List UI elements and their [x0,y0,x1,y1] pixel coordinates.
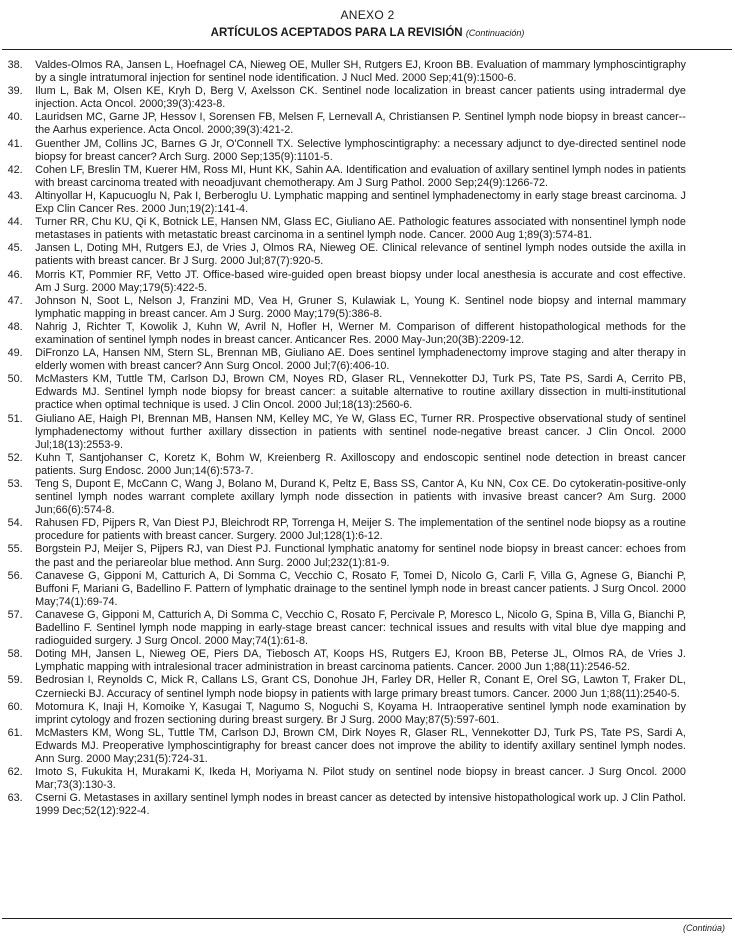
reference-item [0,674,692,700]
bottom-rule [2,918,732,919]
reference-number: 60. [7,700,23,713]
reference-item [0,59,692,85]
reference-number: 47. [7,294,23,307]
reference-text: Altinyollar H, Kapucuoglu N, Pak I, Berberoglu U. Lymphatic mapping and sentinel lymphadenectomy in early stage breast carcinoma. J Exp Clin Cancer Res. 2000 Jun;19(2):141-4. [35,189,686,216]
reference-item [0,85,692,111]
reference-item [0,570,692,609]
reference-item [0,452,692,478]
reference-text: McMasters KM, Wong SL, Tuttle TM, Carlson DJ, Brown CM, Dirk Noyes R, Glaser RL, Vennekotter DJ, Turk PS, Tate PS, Sardi A, Edwards MJ. Preoperative lymphoscintigraphy for breast cancer does not improve the ability to identify axillary sentinel lymph nodes. Ann Surg. 2000 May;231(5):724-31. [35,726,686,765]
reference-number: 46. [7,268,23,281]
reference-text: Turner RR, Chu KU, Qi K, Botnick LE, Hansen NM, Glass EC, Giuliano AE. Pathologic features associated with nonsentinel lymph node metastases in patients with metastatic breast carcinoma in a sentinel lymph node. Cancer. 2000 Aug 1;89(3):574-81. [35,216,686,242]
reference-text: Canavese G, Gipponi M, Catturich A, Di Somma C, Vecchio C, Rosato F, Tomei D, Nicolo G, Carli F, Villa G, Agnese G, Bianchi P, Buffoni F, Mariani G, Badellino F. Pattern of lymphatic drainage to the sentinel lymph node in breast cancer patients. J Surg Oncol. 2000 May;74(1):69-74. [35,569,686,608]
reference-item [0,517,692,543]
reference-item [0,543,692,569]
reference-item [0,766,692,792]
continues-note: (Continúa) [682,923,725,933]
reference-number: 55. [7,543,23,556]
reference-item [0,648,692,674]
reference-text: Valdes-Olmos RA, Jansen L, Hoefnagel CA, Nieweg OE, Muller SH, Rutgers EJ, Kroon BB. Evaluation of mammary lymphoscintigraphy by a single intratumoral injection for sentinel node identification. J Nucl Med. 2000 Sep;41(9):1500-6. [35,59,686,85]
reference-text: Canavese G, Gipponi M, Catturich A, Di Somma C, Vecchio C, Rosato F, Percivale P, Moresco L, Nicolo G, Spina B, Villa G, Bianchi P, Badellino F. Sentinel lymph node mapping in early-stage breast cancer: technical issues and results with vital blue dye mapping and radioguided surgery. J Surg Oncol. 2000 May;74(1):61-8. [35,608,686,648]
reference-number: 43. [7,189,23,202]
reference-item [0,269,692,295]
top-rule [2,49,732,50]
reference-text: Doting MH, Jansen L, Nieweg OE, Piers DA, Tiebosch AT, Koops HS, Rutgers EJ, Kroon BB, Peterse JL, Olmos RA, de Vries J. Lymphatic mapping with intralesional tracer administration in breast carcinoma patients. Cancer. 2000 Jun 1;88(11):2546-52. [35,648,686,674]
reference-text: Jansen L, Doting MH, Rutgers EJ, de Vries J, Olmos RA, Nieweg OE. Clinical relevance of sentinel lymph nodes outside the axilla in patients with breast cancer. Br J Surg. 2000 Jul;87(7):920-5. [35,242,686,268]
reference-text: Cohen LF, Breslin TM, Kuerer HM, Ross MI, Hunt KK, Sahin AA. Identification and evaluation of axillary sentinel lymph nodes in patients with breast carcinoma treated with neoadjuvant chemotherapy. Am J Surg Pathol. 2000 Sep;24(9):1266-72. [35,163,686,189]
reference-number: 51. [7,412,23,425]
reference-number: 54. [7,517,23,530]
reference-number: 62. [7,766,23,779]
reference-item [0,138,692,164]
reference-text: Bedrosian I, Reynolds C, Mick R, Callans LS, Grant CS, Donohue JH, Farley DR, Heller R, Conant E, Orel SG, Lawton T, Fraker DL, Czerniecki BJ. Accuracy of sentinel lymph node biopsy in patients with large primary breast tumors. Cancer. 2000 Jun 1;88(11):2540-5. [35,674,686,700]
reference-number: 52. [7,451,23,464]
reference-item [0,413,692,452]
reference-number: 61. [7,726,23,739]
reference-item [0,242,692,268]
reference-text: Nahrig J, Richter T, Kowolik J, Kuhn W, Avril N, Hofler H, Werner M. Comparison of different histopathological methods for the examination of sentinel lymph nodes in breast cancer. Anticancer Res. 2000 May-Jun;20(3B):2209-12. [35,320,686,346]
reference-item [0,190,692,216]
reference-number: 41. [7,137,23,150]
reference-number: 59. [7,674,23,687]
reference-text: Lauridsen MC, Garne JP, Hessov I, Sorensen FB, Melsen F, Lernevall A, Christiansen P. Sentinel lymph node biopsy in breast cancer--the Aarhus experience. Acta Oncol. 2000;39(3):421-2. [35,111,686,137]
reference-number: 38. [7,59,23,71]
reference-number: 42. [7,163,23,176]
reference-text: McMasters KM, Tuttle TM, Carlson DJ, Brown CM, Noyes RD, Glaser RL, Vennekotter DJ, Turk PS, Tate PS, Sardi A, Cerrito PB, Edwards MJ. Sentinel lymph node biopsy for breast cancer: a suitable alternative to routine axillary dissection in multi-institutional practice when optimal technique is used. J Clin Oncol. 2000 Jul;18(13):2560-6. [35,373,686,412]
reference-text: DiFronzo LA, Hansen NM, Stern SL, Brennan MB, Giuliano AE. Does sentinel lymphadenectomy improve staging and alter therapy in elderly women with breast cancer? Ann Surg Oncol. 2000 Jul;7(6):406-10. [35,347,686,373]
reference-text: Kuhn T, Santjohanser C, Koretz K, Bohm W, Kreienberg R. Axilloscopy and endoscopic sentinel node detection in breast cancer patients. Surg Endosc. 2000 Jun;14(6):573-7. [35,451,686,477]
reference-item [0,164,692,190]
reference-number: 56. [7,569,23,582]
reference-number: 58. [7,648,23,661]
reference-text: Teng S, Dupont E, McCann C, Wang J, Bolano M, Durand K, Peltz E, Bass SS, Cantor A, Ku NN, Cox CE. Do cytokeratin-positive-only sentinel lymph nodes warrant complete axillary lymph node dissection in patients with invasive breast cancer? Am Surg. 2000 Jun;66(6):574-8. [35,478,686,517]
continuation-note: (Continuación) [465,28,525,38]
reference-item [0,478,692,517]
reference-item [0,701,692,727]
title-text: ARTÍCULOS ACEPTADOS PARA LA REVISIÓN [210,27,463,39]
reference-item [0,111,692,137]
reference-number: 45. [7,242,23,255]
reference-item [0,792,692,818]
reference-item [0,347,692,373]
reference-item [0,727,692,766]
reference-text: Johnson N, Soot L, Nelson J, Franzini MD, Vea H, Gruner S, Kulawiak L, Young K. Sentinel node biopsy and internal mammary lymphatic mapping in breast cancer. Am J Surg. 2000 May;179(5):386-8. [35,294,686,320]
reference-number: 44. [7,216,23,229]
annex-label: ANEXO 2 [340,8,395,22]
reference-item [0,321,692,347]
reference-number: 50. [7,373,23,386]
reference-number: 39. [7,85,23,98]
reference-item [0,609,692,648]
reference-text: Motomura K, Inaji H, Komoike Y, Kasugai T, Nagumo S, Noguchi S, Koyama H. Intraoperative sentinel lymph node examination by imprint cytology and frozen sectioning during breast surgery. Br J Surg. 2000 May;87(5):597-601. [35,700,686,726]
reference-text: Imoto S, Fukukita H, Murakami K, Ikeda H, Moriyama N. Pilot study on sentinel node biopsy in breast cancer. J Surg Oncol. 2000 Mar;73(3):130-3. [35,766,686,792]
reference-text: Rahusen FD, Pijpers R, Van Diest PJ, Bleichrodt RP, Torrenga H, Meijer S. The implementation of the sentinel node biopsy as a routine procedure for patients with breast cancer. Surgery. 2000 Jul;128(1):6-12. [35,517,686,543]
reference-list [0,59,735,818]
reference-text: Giuliano AE, Haigh PI, Brennan MB, Hansen NM, Kelley MC, Ye W, Glass EC, Turner RR. Prospective observational study of sentinel lymphadenectomy without further axillary dissection in patients with sentinel node-negative breast cancer. J Clin Oncol. 2000 Jul;18(13):2553-9. [35,412,686,451]
reference-item [0,373,692,412]
reference-text: Morris KT, Pommier RF, Vetto JT. Office-based wire-guided open breast biopsy under local anesthesia is accurate and cost effective. Am J Surg. 2000 May;179(5):422-5. [35,268,686,294]
reference-number: 49. [7,347,23,360]
reference-text: Guenther JM, Collins JC, Barnes G Jr, O'Connell TX. Selective lymphoscintigraphy: a necessary adjunct to dye-directed sentinel node biopsy for breast cancer? Arch Surg. 2000 Sep;135(9):1101-5. [35,137,686,163]
reference-number: 53. [7,478,23,490]
reference-number: 40. [7,111,23,124]
reference-text: Borgstein PJ, Meijer S, Pijpers RJ, van Diest PJ. Functional lymphatic anatomy for sentinel node biopsy in breast cancer: echoes from the past and the periareolar blue method. Ann Surg. 2000 Jul;232(1):81-9. [35,543,686,569]
reference-number: 57. [7,608,23,621]
reference-text: Ilum L, Bak M, Olsen KE, Kryh D, Berg V, Axelsson CK. Sentinel node localization in breast cancer patients using intradermal dye injection. Acta Oncol. 2000;39(3):423-8. [35,85,686,111]
reference-item [0,295,692,321]
page-title [0,27,735,39]
reference-text: Cserni G. Metastases in axillary sentinel lymph nodes in breast cancer as detected by intensive histopathological work up. J Clin Pathol. 1999 Dec;52(12):922-4. [35,792,686,818]
reference-number: 48. [7,320,23,333]
reference-item [0,216,692,242]
reference-number: 63. [7,792,23,805]
